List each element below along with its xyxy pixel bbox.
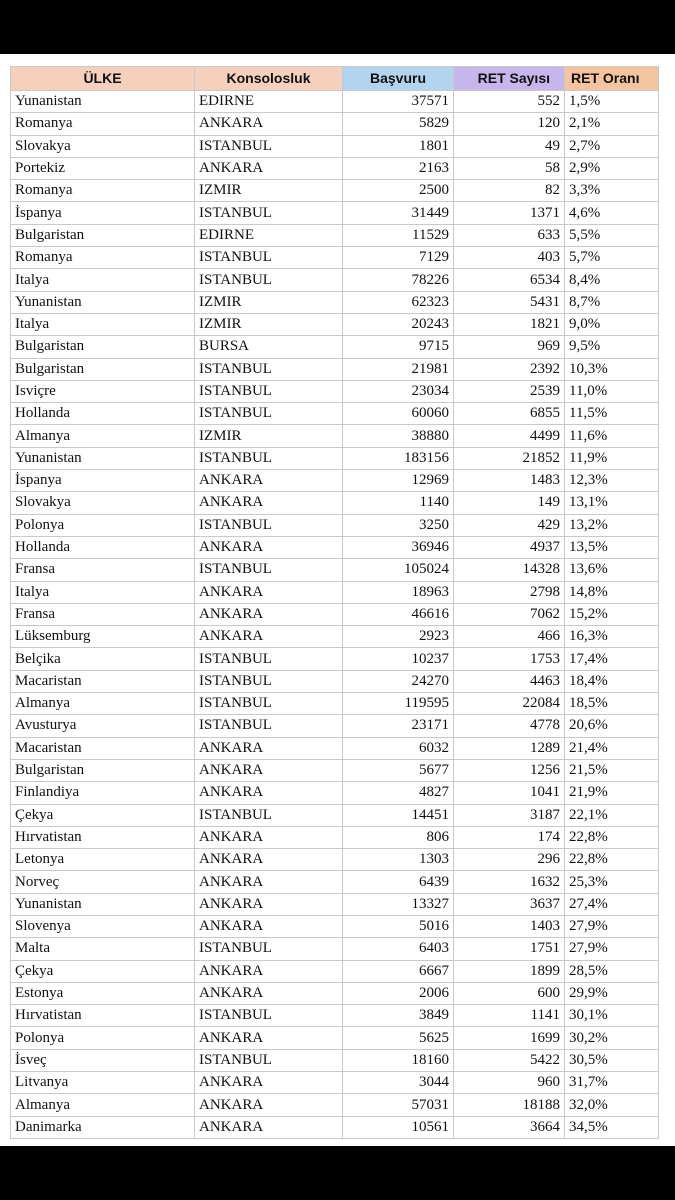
cell-consulate: ISTANBUL xyxy=(195,938,343,960)
cell-applications: 3250 xyxy=(343,514,454,536)
cell-country: Hırvatistan xyxy=(11,826,195,848)
cell-consulate: ISTANBUL xyxy=(195,514,343,536)
table-row xyxy=(11,603,659,625)
cell-applications: 38880 xyxy=(343,425,454,447)
cell-country: Portekiz xyxy=(11,157,195,179)
cell-consulate: EDIRNE xyxy=(195,224,343,246)
cell-rejections: 1403 xyxy=(454,915,565,937)
table-body xyxy=(11,91,659,1139)
cell-country: Macaristan xyxy=(11,670,195,692)
cell-rejection-rate: 9,5% xyxy=(565,336,659,358)
cell-rejections: 4499 xyxy=(454,425,565,447)
header-konsolosluk: Konsolosluk xyxy=(195,67,343,91)
table-row xyxy=(11,425,659,447)
cell-applications: 46616 xyxy=(343,603,454,625)
cell-consulate: ISTANBUL xyxy=(195,447,343,469)
cell-rejections: 429 xyxy=(454,514,565,536)
cell-rejection-rate: 21,9% xyxy=(565,782,659,804)
cell-rejection-rate: 11,0% xyxy=(565,380,659,402)
cell-rejections: 6855 xyxy=(454,403,565,425)
table-header xyxy=(11,67,659,91)
cell-applications: 9715 xyxy=(343,336,454,358)
table-row xyxy=(11,224,659,246)
cell-consulate: ISTANBUL xyxy=(195,135,343,157)
cell-consulate: ANKARA xyxy=(195,915,343,937)
cell-rejections: 22084 xyxy=(454,693,565,715)
cell-rejections: 552 xyxy=(454,91,565,113)
cell-consulate: ISTANBUL xyxy=(195,1005,343,1027)
cell-rejections: 3187 xyxy=(454,804,565,826)
cell-rejection-rate: 5,7% xyxy=(565,247,659,269)
cell-rejection-rate: 20,6% xyxy=(565,715,659,737)
cell-rejections: 7062 xyxy=(454,603,565,625)
cell-country: Litvanya xyxy=(11,1072,195,1094)
cell-country: Bulgaristan xyxy=(11,759,195,781)
table-row xyxy=(11,938,659,960)
cell-rejections: 1632 xyxy=(454,871,565,893)
cell-applications: 5677 xyxy=(343,759,454,781)
cell-rejection-rate: 29,9% xyxy=(565,982,659,1004)
cell-country: Slovenya xyxy=(11,915,195,937)
table-row xyxy=(11,737,659,759)
table-row xyxy=(11,715,659,737)
table-row xyxy=(11,871,659,893)
cell-rejections: 2539 xyxy=(454,380,565,402)
table-row xyxy=(11,91,659,113)
cell-consulate: ANKARA xyxy=(195,982,343,1004)
cell-rejections: 633 xyxy=(454,224,565,246)
cell-rejection-rate: 34,5% xyxy=(565,1116,659,1138)
cell-rejection-rate: 9,0% xyxy=(565,313,659,335)
table-row xyxy=(11,670,659,692)
cell-rejection-rate: 12,3% xyxy=(565,470,659,492)
cell-applications: 57031 xyxy=(343,1094,454,1116)
cell-rejection-rate: 22,1% xyxy=(565,804,659,826)
cell-rejection-rate: 14,8% xyxy=(565,581,659,603)
cell-rejections: 296 xyxy=(454,849,565,871)
cell-applications: 1303 xyxy=(343,849,454,871)
table-row xyxy=(11,826,659,848)
header-basvuru: Başvuru xyxy=(343,67,454,91)
cell-country: Romanya xyxy=(11,247,195,269)
cell-rejections: 3637 xyxy=(454,893,565,915)
cell-country: Çekya xyxy=(11,804,195,826)
cell-country: Almanya xyxy=(11,1094,195,1116)
cell-country: Italya xyxy=(11,269,195,291)
cell-consulate: IZMIR xyxy=(195,180,343,202)
table-row xyxy=(11,358,659,380)
cell-consulate: ISTANBUL xyxy=(195,403,343,425)
cell-applications: 2923 xyxy=(343,626,454,648)
cell-consulate: ANKARA xyxy=(195,113,343,135)
cell-rejection-rate: 15,2% xyxy=(565,603,659,625)
table-row xyxy=(11,759,659,781)
cell-rejections: 58 xyxy=(454,157,565,179)
cell-applications: 6667 xyxy=(343,960,454,982)
cell-consulate: ISTANBUL xyxy=(195,804,343,826)
cell-consulate: ANKARA xyxy=(195,470,343,492)
cell-country: Çekya xyxy=(11,960,195,982)
cell-consulate: ISTANBUL xyxy=(195,358,343,380)
table-row xyxy=(11,1116,659,1138)
cell-applications: 36946 xyxy=(343,536,454,558)
cell-rejections: 466 xyxy=(454,626,565,648)
cell-rejection-rate: 10,3% xyxy=(565,358,659,380)
cell-rejections: 600 xyxy=(454,982,565,1004)
cell-consulate: ANKARA xyxy=(195,759,343,781)
cell-country: Bulgaristan xyxy=(11,358,195,380)
cell-consulate: ISTANBUL xyxy=(195,202,343,224)
cell-country: Yunanistan xyxy=(11,893,195,915)
cell-rejection-rate: 13,6% xyxy=(565,559,659,581)
cell-country: Finlandiya xyxy=(11,782,195,804)
cell-rejection-rate: 27,9% xyxy=(565,915,659,937)
cell-country: Slovakya xyxy=(11,135,195,157)
cell-country: Romanya xyxy=(11,180,195,202)
cell-rejections: 1753 xyxy=(454,648,565,670)
cell-consulate: ISTANBUL xyxy=(195,715,343,737)
cell-rejections: 1289 xyxy=(454,737,565,759)
cell-consulate: ANKARA xyxy=(195,1116,343,1138)
cell-rejection-rate: 4,6% xyxy=(565,202,659,224)
table-row xyxy=(11,492,659,514)
cell-rejections: 82 xyxy=(454,180,565,202)
cell-applications: 10237 xyxy=(343,648,454,670)
cell-consulate: IZMIR xyxy=(195,425,343,447)
cell-rejection-rate: 31,7% xyxy=(565,1072,659,1094)
table-row xyxy=(11,804,659,826)
table-row xyxy=(11,693,659,715)
visa-rejection-table xyxy=(10,66,659,1139)
table-row xyxy=(11,1027,659,1049)
cell-country: Bulgaristan xyxy=(11,224,195,246)
cell-consulate: ANKARA xyxy=(195,871,343,893)
cell-consulate: IZMIR xyxy=(195,313,343,335)
cell-applications: 6403 xyxy=(343,938,454,960)
cell-rejections: 4463 xyxy=(454,670,565,692)
cell-country: Italya xyxy=(11,581,195,603)
cell-rejections: 5422 xyxy=(454,1049,565,1071)
cell-consulate: ANKARA xyxy=(195,1072,343,1094)
cell-consulate: ANKARA xyxy=(195,1094,343,1116)
cell-rejection-rate: 1,5% xyxy=(565,91,659,113)
cell-country: Yunanistan xyxy=(11,91,195,113)
table-row xyxy=(11,626,659,648)
cell-rejection-rate: 21,4% xyxy=(565,737,659,759)
cell-applications: 6439 xyxy=(343,871,454,893)
cell-consulate: ANKARA xyxy=(195,782,343,804)
cell-consulate: ANKARA xyxy=(195,626,343,648)
cell-country: İspanya xyxy=(11,202,195,224)
cell-consulate: ISTANBUL xyxy=(195,1049,343,1071)
cell-rejection-rate: 30,1% xyxy=(565,1005,659,1027)
cell-consulate: ANKARA xyxy=(195,536,343,558)
cell-applications: 3044 xyxy=(343,1072,454,1094)
table-row xyxy=(11,313,659,335)
cell-country: Fransa xyxy=(11,603,195,625)
cell-applications: 4827 xyxy=(343,782,454,804)
cell-rejections: 4937 xyxy=(454,536,565,558)
cell-consulate: ISTANBUL xyxy=(195,559,343,581)
cell-rejection-rate: 13,1% xyxy=(565,492,659,514)
cell-rejection-rate: 8,7% xyxy=(565,291,659,313)
document-page xyxy=(0,54,675,1146)
cell-rejection-rate: 16,3% xyxy=(565,626,659,648)
cell-country: Macaristan xyxy=(11,737,195,759)
cell-applications: 31449 xyxy=(343,202,454,224)
cell-applications: 6032 xyxy=(343,737,454,759)
cell-applications: 5625 xyxy=(343,1027,454,1049)
cell-rejections: 6534 xyxy=(454,269,565,291)
cell-applications: 11529 xyxy=(343,224,454,246)
cell-rejections: 1141 xyxy=(454,1005,565,1027)
cell-applications: 18963 xyxy=(343,581,454,603)
table-row xyxy=(11,1094,659,1116)
cell-rejections: 14328 xyxy=(454,559,565,581)
cell-country: Bulgaristan xyxy=(11,336,195,358)
cell-rejections: 174 xyxy=(454,826,565,848)
table-row xyxy=(11,782,659,804)
cell-country: Polonya xyxy=(11,1027,195,1049)
cell-rejections: 21852 xyxy=(454,447,565,469)
cell-consulate: ISTANBUL xyxy=(195,648,343,670)
cell-consulate: ANKARA xyxy=(195,581,343,603)
cell-rejections: 49 xyxy=(454,135,565,157)
cell-applications: 3849 xyxy=(343,1005,454,1027)
cell-applications: 105024 xyxy=(343,559,454,581)
header-ret-orani: RET Oranı xyxy=(565,67,659,91)
cell-country: Norveç xyxy=(11,871,195,893)
table-row xyxy=(11,202,659,224)
cell-country: Hollanda xyxy=(11,536,195,558)
cell-country: Polonya xyxy=(11,514,195,536)
cell-rejections: 2798 xyxy=(454,581,565,603)
cell-rejections: 1899 xyxy=(454,960,565,982)
cell-applications: 13327 xyxy=(343,893,454,915)
table-row xyxy=(11,960,659,982)
table-row xyxy=(11,982,659,1004)
table-row xyxy=(11,247,659,269)
cell-country: Yunanistan xyxy=(11,291,195,313)
cell-rejection-rate: 21,5% xyxy=(565,759,659,781)
cell-country: Hırvatistan xyxy=(11,1005,195,1027)
cell-rejections: 403 xyxy=(454,247,565,269)
cell-rejections: 1256 xyxy=(454,759,565,781)
table-row xyxy=(11,581,659,603)
cell-applications: 806 xyxy=(343,826,454,848)
cell-country: Slovakya xyxy=(11,492,195,514)
table-row xyxy=(11,1049,659,1071)
table-row xyxy=(11,470,659,492)
cell-country: Romanya xyxy=(11,113,195,135)
cell-applications: 1140 xyxy=(343,492,454,514)
cell-applications: 78226 xyxy=(343,269,454,291)
cell-rejection-rate: 27,9% xyxy=(565,938,659,960)
cell-rejection-rate: 13,2% xyxy=(565,514,659,536)
cell-consulate: ANKARA xyxy=(195,1027,343,1049)
cell-applications: 23034 xyxy=(343,380,454,402)
cell-rejection-rate: 11,6% xyxy=(565,425,659,447)
table-row xyxy=(11,849,659,871)
table-row xyxy=(11,559,659,581)
cell-country: İspanya xyxy=(11,470,195,492)
cell-rejections: 1371 xyxy=(454,202,565,224)
cell-rejections: 960 xyxy=(454,1072,565,1094)
cell-rejection-rate: 3,3% xyxy=(565,180,659,202)
table-row xyxy=(11,180,659,202)
table-row xyxy=(11,380,659,402)
cell-consulate: BURSA xyxy=(195,336,343,358)
cell-rejection-rate: 8,4% xyxy=(565,269,659,291)
table-row xyxy=(11,514,659,536)
cell-rejections: 149 xyxy=(454,492,565,514)
cell-rejections: 1041 xyxy=(454,782,565,804)
cell-consulate: ANKARA xyxy=(195,826,343,848)
header-ret-sayisi: RET Sayısı xyxy=(454,67,565,91)
cell-country: Fransa xyxy=(11,559,195,581)
cell-rejections: 3664 xyxy=(454,1116,565,1138)
cell-rejection-rate: 30,2% xyxy=(565,1027,659,1049)
cell-consulate: ISTANBUL xyxy=(195,247,343,269)
cell-country: Lüksemburg xyxy=(11,626,195,648)
cell-consulate: ANKARA xyxy=(195,157,343,179)
cell-consulate: ANKARA xyxy=(195,849,343,871)
cell-rejections: 18188 xyxy=(454,1094,565,1116)
cell-country: Hollanda xyxy=(11,403,195,425)
cell-applications: 5016 xyxy=(343,915,454,937)
cell-consulate: ANKARA xyxy=(195,737,343,759)
cell-applications: 14451 xyxy=(343,804,454,826)
table-row xyxy=(11,135,659,157)
cell-country: Yunanistan xyxy=(11,447,195,469)
table-row xyxy=(11,648,659,670)
cell-applications: 62323 xyxy=(343,291,454,313)
cell-applications: 60060 xyxy=(343,403,454,425)
cell-consulate: ISTANBUL xyxy=(195,670,343,692)
table-row xyxy=(11,915,659,937)
cell-rejections: 4778 xyxy=(454,715,565,737)
table-row xyxy=(11,447,659,469)
cell-rejection-rate: 22,8% xyxy=(565,826,659,848)
table-row xyxy=(11,113,659,135)
table-row xyxy=(11,157,659,179)
table-row xyxy=(11,1072,659,1094)
cell-applications: 18160 xyxy=(343,1049,454,1071)
cell-applications: 2163 xyxy=(343,157,454,179)
cell-rejection-rate: 11,9% xyxy=(565,447,659,469)
cell-applications: 24270 xyxy=(343,670,454,692)
cell-rejections: 969 xyxy=(454,336,565,358)
cell-applications: 37571 xyxy=(343,91,454,113)
cell-country: İsveç xyxy=(11,1049,195,1071)
cell-applications: 7129 xyxy=(343,247,454,269)
cell-rejection-rate: 18,4% xyxy=(565,670,659,692)
cell-rejections: 5431 xyxy=(454,291,565,313)
cell-consulate: ANKARA xyxy=(195,603,343,625)
header-ulke: ÜLKE xyxy=(11,67,195,91)
cell-country: Letonya xyxy=(11,849,195,871)
cell-rejection-rate: 2,7% xyxy=(565,135,659,157)
cell-rejection-rate: 27,4% xyxy=(565,893,659,915)
cell-rejection-rate: 5,5% xyxy=(565,224,659,246)
cell-rejection-rate: 28,5% xyxy=(565,960,659,982)
cell-applications: 21981 xyxy=(343,358,454,380)
cell-applications: 2500 xyxy=(343,180,454,202)
header-row xyxy=(11,67,659,91)
cell-applications: 2006 xyxy=(343,982,454,1004)
cell-consulate: IZMIR xyxy=(195,291,343,313)
cell-rejections: 1751 xyxy=(454,938,565,960)
cell-consulate: ANKARA xyxy=(195,960,343,982)
cell-applications: 12969 xyxy=(343,470,454,492)
cell-consulate: ANKARA xyxy=(195,893,343,915)
cell-consulate: ISTANBUL xyxy=(195,269,343,291)
cell-country: Belçika xyxy=(11,648,195,670)
cell-country: Italya xyxy=(11,313,195,335)
table-row xyxy=(11,403,659,425)
table-row xyxy=(11,336,659,358)
cell-rejection-rate: 2,1% xyxy=(565,113,659,135)
cell-rejections: 1699 xyxy=(454,1027,565,1049)
cell-applications: 119595 xyxy=(343,693,454,715)
cell-rejections: 2392 xyxy=(454,358,565,380)
cell-applications: 1801 xyxy=(343,135,454,157)
cell-rejection-rate: 18,5% xyxy=(565,693,659,715)
cell-applications: 5829 xyxy=(343,113,454,135)
cell-rejections: 1821 xyxy=(454,313,565,335)
cell-country: Estonya xyxy=(11,982,195,1004)
cell-applications: 10561 xyxy=(343,1116,454,1138)
cell-rejection-rate: 11,5% xyxy=(565,403,659,425)
cell-country: Malta xyxy=(11,938,195,960)
table-row xyxy=(11,291,659,313)
cell-country: Isviçre xyxy=(11,380,195,402)
cell-rejection-rate: 22,8% xyxy=(565,849,659,871)
cell-rejection-rate: 17,4% xyxy=(565,648,659,670)
cell-rejection-rate: 13,5% xyxy=(565,536,659,558)
cell-country: Danimarka xyxy=(11,1116,195,1138)
cell-consulate: ANKARA xyxy=(195,492,343,514)
cell-applications: 20243 xyxy=(343,313,454,335)
cell-country: Almanya xyxy=(11,693,195,715)
table-row xyxy=(11,536,659,558)
cell-rejections: 120 xyxy=(454,113,565,135)
cell-consulate: EDIRNE xyxy=(195,91,343,113)
cell-rejection-rate: 30,5% xyxy=(565,1049,659,1071)
cell-rejection-rate: 2,9% xyxy=(565,157,659,179)
table-row xyxy=(11,893,659,915)
cell-country: Avusturya xyxy=(11,715,195,737)
cell-rejection-rate: 25,3% xyxy=(565,871,659,893)
cell-applications: 23171 xyxy=(343,715,454,737)
cell-consulate: ISTANBUL xyxy=(195,693,343,715)
table-row xyxy=(11,269,659,291)
cell-consulate: ISTANBUL xyxy=(195,380,343,402)
cell-rejection-rate: 32,0% xyxy=(565,1094,659,1116)
cell-rejections: 1483 xyxy=(454,470,565,492)
table-row xyxy=(11,1005,659,1027)
cell-country: Almanya xyxy=(11,425,195,447)
cell-applications: 183156 xyxy=(343,447,454,469)
